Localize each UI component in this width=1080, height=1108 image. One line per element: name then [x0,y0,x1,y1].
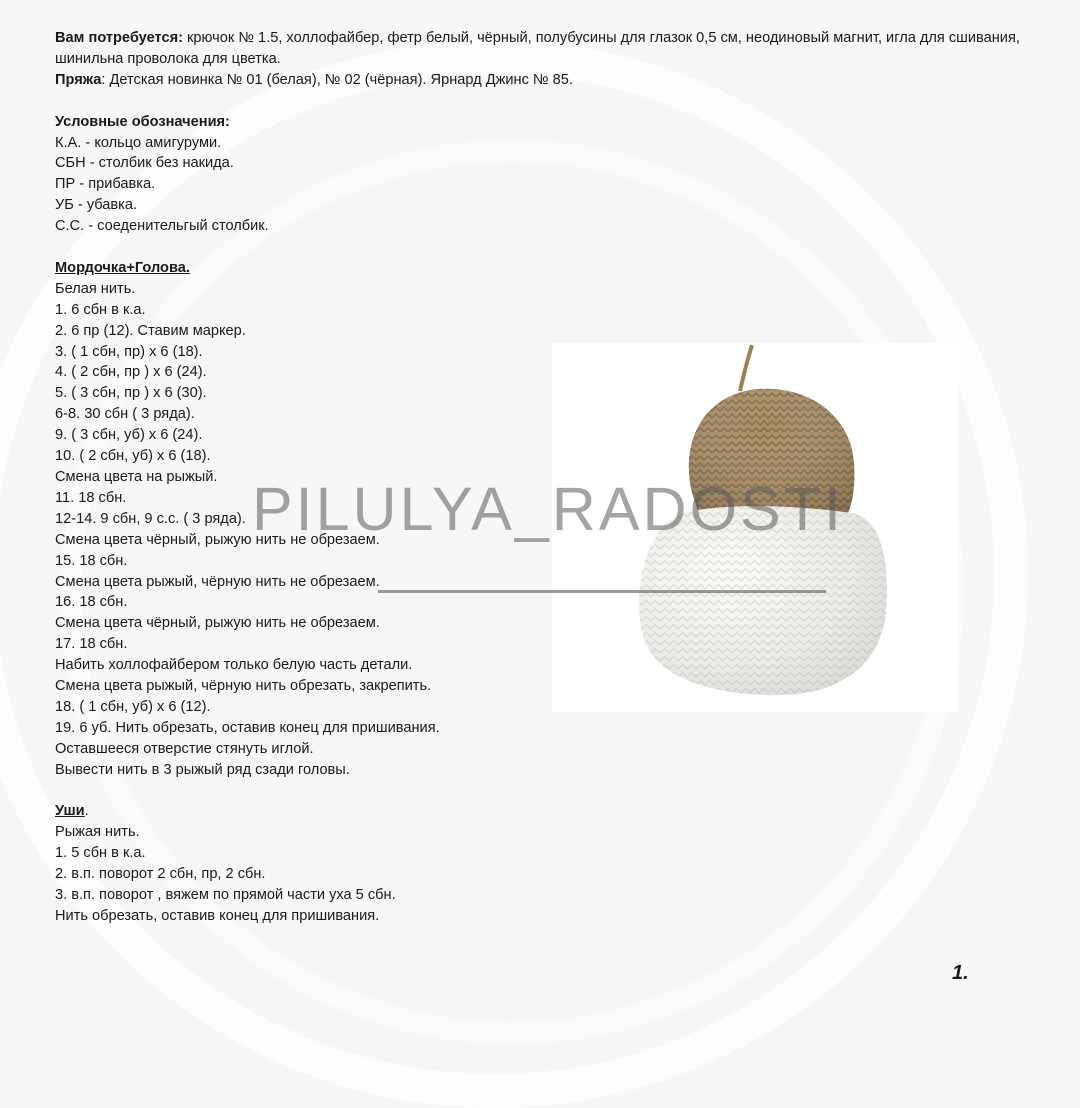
yarn-line [55,70,1045,91]
head-step: 3. ( 1 сбн, пр) х 6 (18). [55,343,203,360]
ears-step: 1. 5 сбн в к.а. [55,845,146,862]
ears-step: Нить обрезать, оставив конец для пришивания. [55,908,380,925]
hanging-thread [740,345,752,391]
head-step: Вывести нить в 3 рыжый ряд сзади головы. [55,761,350,778]
head-step: Смена цвета рыжый, чёрную нить обрезать, закрепить. [55,678,432,695]
head-step: 19. 6 уб. Нить обрезать, оставив конец для пришивания. [55,719,440,736]
head-step: Белая нить. [55,280,136,297]
materials-label: Вам потребуется: [55,30,183,46]
head-section-title: Мордочка+Голова. [55,259,190,276]
yarn-label: Пряжа [55,71,102,88]
ears-step: 2. в.п. поворот 2 сбн, пр, 2 сбн. [55,866,266,883]
head-step: 5. ( 3 сбн, пр ) х 6 (30). [55,385,207,402]
head-step: 15. 18 сбн. [55,552,128,569]
watermark-underline [378,590,826,593]
ears-step: Рыжая нить. [55,824,140,841]
head-step: 11. 18 сбн. [55,489,127,506]
legend-item: ПР - прибавка. [55,176,156,193]
legend-item: С.С. - соеденительгый столбик. [55,218,269,235]
legend-item: К.А. - кольцо амигуруми. [55,134,222,151]
legend-item: УБ - убавка. [55,197,138,214]
ears-step: 3. в.п. поворот , вяжем по прямой части уха 5 сбн. [55,887,396,904]
head-step: 4. ( 2 сбн, пр ) х 6 (24). [55,364,207,381]
head-step: Смена цвета чёрный, рыжую нить не обрезаем. [55,615,380,632]
head-step: 9. ( 3 сбн, уб) х 6 (24). [55,427,203,444]
ears-section-title: Уши [55,803,85,820]
head-step: 2. 6 пр (12). Ставим маркер. [55,322,246,339]
head-step: Набить холлофайбером только белую часть детали. [55,657,413,674]
watermark: PILULYA_RADOSTI [252,475,844,543]
materials-line [55,28,1045,70]
head-step: 17. 18 сбн. [55,636,128,653]
yarn-text: : Детская новинка № 01 (белая), № 02 (чёрная). Ярнард Джинс № 85. [101,71,573,88]
head-step: Оставшееся отверстие стянуть иглой. [55,740,314,757]
legend-title: Условные обозначения: [55,113,230,130]
head-step: 1. 6 сбн в к.а. [55,301,146,318]
ears-title-suffix: . [84,803,89,820]
legend-item: СБН - столбик без накида. [55,155,234,172]
head-step: Смена цвета рыжый, чёрную нить не обрезаем. [55,573,380,590]
head-step: 6-8. 30 сбн ( 3 ряда). [55,406,195,423]
head-step: 12-14. 9 сбн, 9 с.с. ( 3 ряда). [55,510,246,527]
head-step: Смена цвета чёрный, рыжую нить не обрезаем. [55,531,380,548]
head-step: 10. ( 2 сбн, уб) х 6 (18). [55,448,211,465]
materials-text: крючок № 1.5, холлофайбер, фетр белый, чёрный, полубусины для глазок 0,5 см, неодиновый магнит, игла для сшивания, шинильна проволока для цветка. [55,30,1020,67]
head-step: 18. ( 1 сбн, уб) х 6 (12). [55,698,211,715]
head-step: Смена цвета на рыжый. [55,469,218,485]
page-number: 1. [952,962,969,984]
head-step: 16. 18 сбн. [55,594,128,611]
